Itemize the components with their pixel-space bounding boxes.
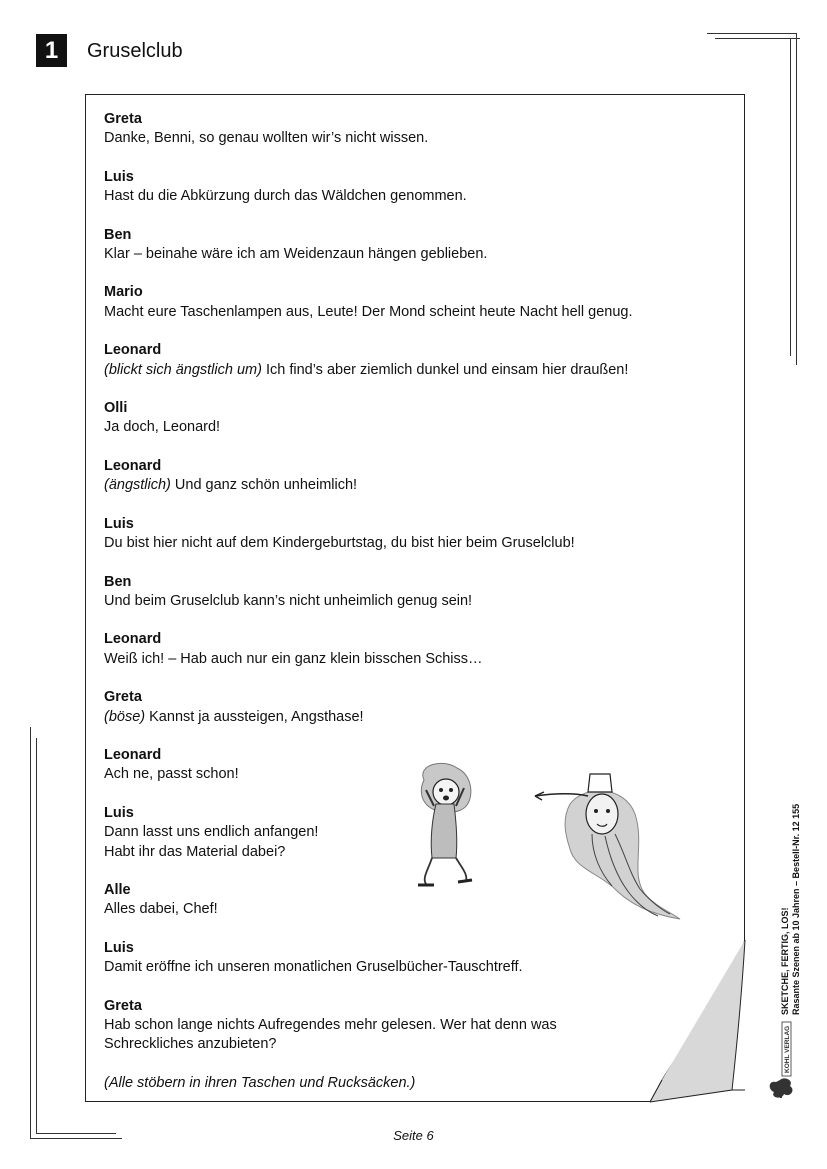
side-imprint-order: Rasante Szenen ab 10 Jahren – Bestell-Nr. 12 155 xyxy=(791,803,801,1015)
side-imprint-title: SKETCHE, FERTIG, LOS! xyxy=(780,907,790,1015)
dialogue-line xyxy=(104,592,704,611)
dialogue-turn xyxy=(104,168,704,207)
dialogue-line xyxy=(104,245,704,264)
dialogue-line xyxy=(104,650,704,669)
speaker-name: Ben xyxy=(104,226,132,243)
side-imprint xyxy=(780,804,802,1015)
ghost-illustration xyxy=(530,764,685,924)
dialogue-line xyxy=(104,476,704,495)
stage-direction: (blickt sich ängstlich um) xyxy=(104,361,262,378)
dialogue-line xyxy=(104,129,704,148)
closing-stage-direction: (Alle stöbern in ihren Taschen und Rucksäcken.) xyxy=(104,1074,416,1091)
line-text: Alles dabei, Chef! xyxy=(104,901,218,918)
dialogue-turn xyxy=(104,283,704,322)
speaker-name: Olli xyxy=(104,400,128,417)
line-text: Macht eure Taschenlampen aus, Leute! Der Mond scheint heute Nacht hell genug. xyxy=(104,303,633,320)
frame-top-right-vertical-2 xyxy=(790,38,791,356)
dialogue-line xyxy=(104,958,704,977)
stage-direction: (böse) xyxy=(104,708,146,725)
frame-top-right-horizontal xyxy=(707,33,797,34)
speaker-name: Greta xyxy=(104,997,142,1014)
dialogue-line xyxy=(104,1016,704,1035)
line-text: Hab schon lange nichts Aufregendes mehr gelesen. Wer hat denn was xyxy=(104,1017,557,1033)
frame-top-right-horizontal-2 xyxy=(715,38,800,39)
speaker-name: Luis xyxy=(104,515,134,532)
line-text: Ich find’s aber ziemlich dunkel und einsam hier draußen! xyxy=(261,361,629,378)
dialogue-turn xyxy=(104,630,704,669)
line-text: Und ganz schön unheimlich! xyxy=(170,477,358,494)
line-text: Schreckliches anzubieten? xyxy=(104,1036,277,1053)
line-text: Und beim Gruselclub kann’s nicht unheimlich genug sein! xyxy=(104,592,473,609)
speaker-name: Mario xyxy=(104,284,143,301)
dialogue xyxy=(104,110,704,1093)
line-text: Habt ihr das Material dabei? xyxy=(104,843,286,860)
line-text: Klar – beinahe wäre ich am Weidenzaun hängen geblieben. xyxy=(104,246,488,263)
line-text: Hast du die Abkürzung durch das Wäldchen genommen. xyxy=(104,188,467,205)
dialogue-turn xyxy=(104,110,704,149)
section-number: 1 xyxy=(36,34,67,67)
frame-bottom-left-vertical xyxy=(30,727,31,1139)
speaker-name: Leonard xyxy=(104,457,162,474)
page-number: Seite 6 xyxy=(393,1128,434,1143)
dialogue-line xyxy=(104,303,704,322)
frightened-child-illustration xyxy=(412,760,482,892)
line-text: Danke, Benni, so genau wollten wir’s nicht wissen. xyxy=(104,130,429,147)
speaker-name: Leonard xyxy=(104,631,162,648)
dialogue-turn xyxy=(104,457,704,496)
dialogue-line xyxy=(104,1035,704,1054)
dialogue-line xyxy=(104,708,704,727)
dialogue-turn xyxy=(104,399,704,438)
stage-direction: (ängstlich) xyxy=(104,477,171,494)
dialogue-turn xyxy=(104,341,704,380)
dialogue-turn xyxy=(104,997,704,1055)
speaker-name: Luis xyxy=(104,168,134,185)
dialogue-turn xyxy=(104,515,704,554)
dialogue-turn xyxy=(104,573,704,612)
dialogue-turn xyxy=(104,226,704,265)
speaker-name: Luis xyxy=(104,804,134,821)
speaker-name: Ben xyxy=(104,573,132,590)
speaker-name: Greta xyxy=(104,689,142,706)
line-text: Dann lasst uns endlich anfangen! xyxy=(104,824,319,841)
speaker-name: Greta xyxy=(104,111,142,127)
dialogue-turn xyxy=(104,688,704,727)
speaker-name: Luis xyxy=(104,939,134,956)
line-text: Ja doch, Leonard! xyxy=(104,419,221,436)
dialogue-line xyxy=(104,534,704,553)
frame-top-right-vertical xyxy=(796,33,797,365)
line-text: Weiß ich! – Hab auch nur ein ganz klein bisschen Schiss… xyxy=(104,650,483,667)
page-title: Gruselclub xyxy=(87,40,183,62)
speaker-name: Leonard xyxy=(104,342,162,359)
speaker-name: Alle xyxy=(104,881,131,898)
line-text: Kannst ja aussteigen, Angsthase! xyxy=(145,708,364,725)
dialogue-line xyxy=(104,187,704,206)
publisher-logo-text: KOHL VERLAG xyxy=(784,1025,791,1073)
speaker-name: Leonard xyxy=(104,746,162,763)
dialogue-turn xyxy=(104,939,704,978)
line-text: Ach ne, passt schon! xyxy=(104,766,239,783)
dialogue-line xyxy=(104,418,704,437)
publisher-logo xyxy=(766,1020,796,1100)
dialogue-line xyxy=(104,361,704,380)
line-text: Damit eröffne ich unseren monatlichen Gruselbücher-Tauschtreff. xyxy=(104,959,523,976)
frame-bottom-left-vertical-2 xyxy=(36,738,37,1134)
line-text: Du bist hier nicht auf dem Kindergeburtstag, du bist hier beim Gruselclub! xyxy=(104,535,575,552)
